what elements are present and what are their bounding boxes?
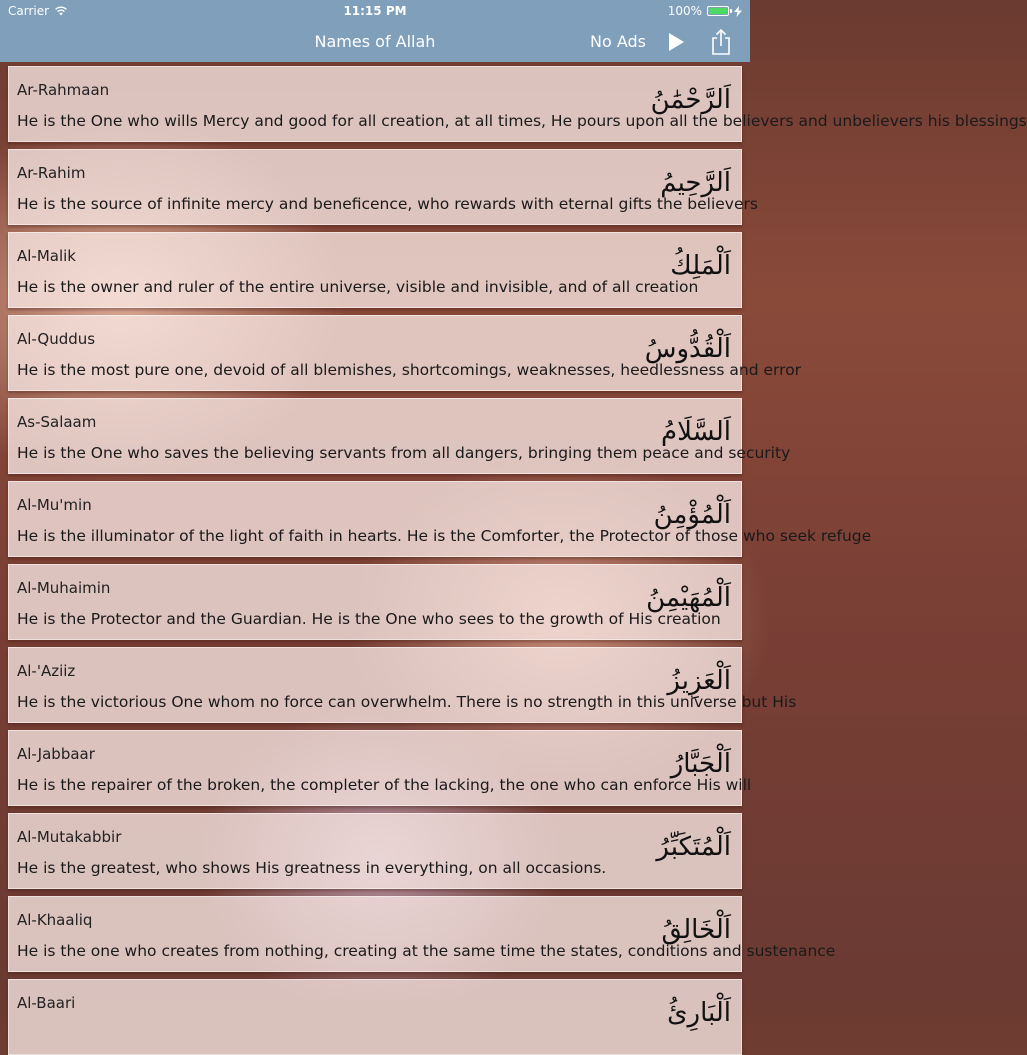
list-item[interactable] [8,647,797,723]
name-description: He is the repairer of the broken, the completer of the lacking, the one who can enforce His will [17,776,752,794]
name-title: Ar-Rahim [17,164,86,182]
nav-bar [0,22,750,62]
charging-bolt-icon [734,6,742,17]
name-description: He is the victorious One whom no force can overwhelm. There is no strength in this universe but His [17,693,797,711]
name-arabic: اَلْبَارِئُ [667,998,731,1028]
list-item[interactable] [8,813,742,889]
name-arabic: اَلْخَالِقُ [661,915,731,945]
name-description: He is the owner and ruler of the entire universe, visible and invisible, and of all creation [17,278,699,296]
list-item[interactable] [8,481,872,557]
name-title: Al-Malik [17,247,76,265]
name-description: He is the greatest, who shows His greatness in everything, on all occasions. [17,859,607,877]
status-right [668,4,742,18]
name-arabic: اَلْمُهَيْمِنُ [646,583,731,613]
list-item[interactable] [8,232,742,308]
list-item[interactable] [8,730,752,806]
wifi-icon [54,6,68,16]
name-description: He is the Protector and the Guardian. He is the One who sees to the growth of His creation [17,610,721,628]
list-item[interactable] [8,564,742,640]
name-title: Al-Quddus [17,330,96,348]
name-description: He is the most pure one, devoid of all blemishes, shortcomings, weaknesses, heedlessness and error [17,361,802,379]
battery-icon [707,6,729,16]
name-arabic: اَلْمُؤْمِنُ [653,500,731,530]
list-item[interactable] [8,315,802,391]
name-description: He is the One who saves the believing servants from all dangers, bringing them peace and security [17,444,791,462]
name-arabic: اَلرَّحِيمُ [660,168,731,198]
list-item[interactable] [8,66,1027,142]
name-arabic: اَلْعَزِيزُ [667,666,731,696]
name-title: Al-Jabbaar [17,745,95,763]
name-title: Al-'Aziiz [17,662,76,680]
name-arabic: اَلْمُتَكَبِّرُ [656,832,731,862]
name-title: Al-Khaaliq [17,911,93,929]
name-title: Al-Mu'min [17,496,92,514]
name-description: He is the One who wills Mercy and good for all creation, at all times, He pours upon all the believers and unbelievers his blessings [17,112,1027,130]
battery-percent: 100% [667,4,702,18]
name-arabic: اَلسَّلَامُ [661,417,731,447]
name-title: As-Salaam [17,413,97,431]
play-icon[interactable] [666,32,686,52]
name-title: Ar-Rahmaan [17,81,110,99]
list-item[interactable] [8,979,742,1055]
name-arabic: اَلْمَلِكُ [670,251,731,281]
name-description: He is the source of infinite mercy and beneficence, who rewards with eternal gifts the believers [17,195,758,213]
name-title: Al-Baari [17,994,76,1012]
list-item[interactable] [8,149,758,225]
name-description: He is the one who creates from nothing, creating at the same time the states, conditions and sustenance [17,942,836,960]
name-title: Al-Muhaimin [17,579,111,597]
status-left [8,4,68,18]
list-item[interactable] [8,896,836,972]
name-arabic: اَلْجَبَّارُ [670,749,731,779]
list-item[interactable] [8,398,791,474]
page-title: Names of Allah [314,32,436,51]
no-ads-button[interactable]: No Ads [590,32,646,51]
name-arabic: اَلرَّحْمَٰنُ [650,85,731,115]
share-icon[interactable] [710,28,732,56]
name-arabic: اَلْقُدُّوسُ [644,334,731,364]
status-time: 11:15 PM [343,4,407,18]
status-bar [0,0,750,22]
carrier-label: Carrier [8,4,50,18]
name-description: He is the illuminator of the light of faith in hearts. He is the Comforter, the Protector of those who seek refuge [17,527,872,545]
names-list[interactable] [0,62,1027,1028]
battery-fill [709,8,727,14]
name-title: Al-Mutakabbir [17,828,122,846]
